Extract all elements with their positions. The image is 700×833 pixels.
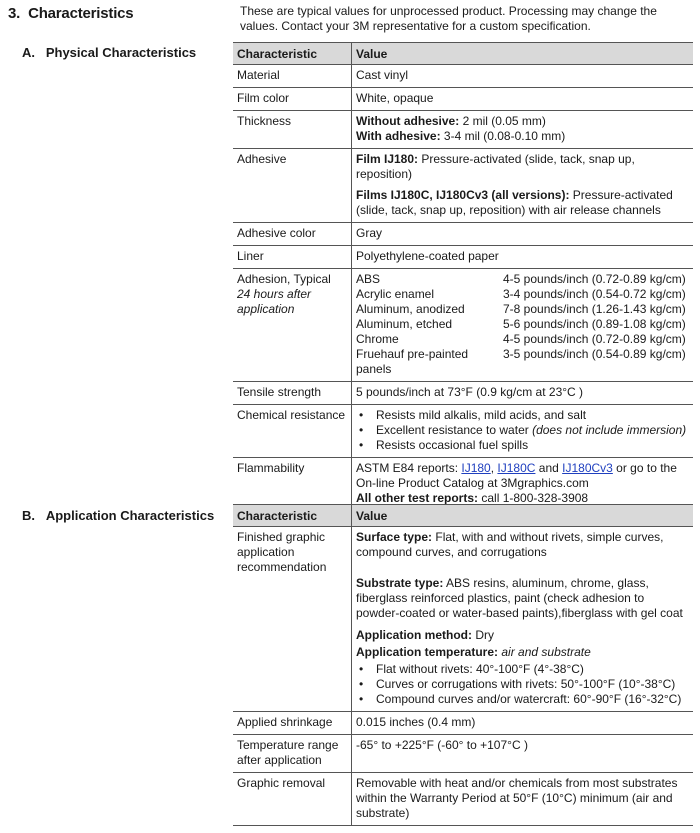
substrate-type-label: Substrate type: <box>356 576 444 590</box>
application-letter: B. <box>22 508 35 523</box>
table-row <box>233 111 693 149</box>
row-label: Liner <box>233 246 352 269</box>
row-value: Removable with heat and/or chemicals from most substrates within the Warranty Period at 50°F (10°C) minimum (air and substrate) <box>352 773 694 826</box>
list-item: • Curves or corrugations with rivets: 50°-100°F (10°-38°C) <box>356 677 689 692</box>
row-value: 5 pounds/inch at 73°F (0.9 kg/cm at 23°C ) <box>352 382 694 405</box>
application-method-text: Dry <box>472 628 494 642</box>
list-item: • Flat without rivets: 40°-100°F (4°-38°C) <box>356 662 689 677</box>
list-item: • Resists occasional fuel spills <box>356 438 689 453</box>
physical-title: Physical Characteristics <box>45 45 197 60</box>
row-value <box>352 269 694 382</box>
table-row <box>233 382 693 405</box>
header-value: Value <box>352 43 694 65</box>
row-value: Polyethylene-coated paper <box>352 246 694 269</box>
table-row <box>233 269 693 382</box>
application-temperature-note: air and substrate <box>498 645 591 659</box>
adhesion-material: Acrylic enamel <box>356 287 435 301</box>
adhesion-value: 4-5 pounds/inch (0.72-0.89 kg/cm) <box>503 332 686 346</box>
surface-type-text: Flat, with and without rivets, simple curves, compound curves, and corrugations <box>356 530 664 559</box>
table-row <box>233 246 693 269</box>
chemical-water-note: (does not include immersion) <box>532 423 687 437</box>
adhesion-value: 3-4 pounds/inch (0.54-0.72 kg/cm) <box>503 287 686 301</box>
adhesion-value: 7-8 pounds/inch (1.26-1.43 kg/cm) <box>503 302 686 316</box>
row-value: Gray <box>352 223 694 246</box>
row-value: Cast vinyl <box>352 65 694 88</box>
row-label: Adhesive color <box>233 223 352 246</box>
table-row <box>233 65 693 88</box>
section-title: Characteristics <box>28 5 134 22</box>
application-temperature-label: Application temperature: <box>356 645 499 659</box>
adhesive-films-text: Pressure-activated (slide, tack, snap up, reposition) with air release channels <box>356 188 673 217</box>
row-value <box>352 458 694 511</box>
adhesion-material: Fruehauf pre-painted panels <box>356 347 469 376</box>
list-item: • Resists mild alkalis, mild acids, and salt <box>356 408 689 423</box>
surface-type-label: Surface type: <box>356 530 433 544</box>
section-number: 3. <box>8 5 21 22</box>
application-table <box>233 504 693 826</box>
adhesion-material: Aluminum, etched <box>356 317 453 331</box>
adhesion-row <box>356 347 689 377</box>
table-row <box>233 88 693 111</box>
thickness-value-2: 3-4 mil (0.08-0.10 mm) <box>440 129 566 143</box>
section-heading <box>8 5 133 22</box>
application-method-label: Application method: <box>356 628 472 642</box>
adhesion-value: 3-5 pounds/inch (0.54-0.89 kg/cm) <box>503 347 686 361</box>
row-label: Tensile strength <box>233 382 352 405</box>
table-row <box>233 223 693 246</box>
list-item: • Compound curves and/or watercraft: 60°-90°F (16°-32°C) <box>356 692 689 707</box>
link-separator: , <box>490 461 498 475</box>
physical-table <box>233 42 693 511</box>
row-label: Adhesive <box>233 149 352 223</box>
physical-letter: A. <box>22 45 35 60</box>
adhesion-row <box>356 302 689 317</box>
thickness-label-1: Without adhesive: <box>356 114 460 128</box>
adhesion-value: 4-5 pounds/inch (0.72-0.89 kg/cm) <box>503 272 686 286</box>
ij180-link[interactable]: IJ180 <box>461 461 491 475</box>
table-header-row <box>233 505 693 527</box>
application-heading <box>22 508 214 523</box>
header-value: Value <box>352 505 694 527</box>
ij180c-link[interactable]: IJ180C <box>497 461 536 475</box>
intro-text: These are typical values for unprocessed product. Processing may change the values. Contact your 3M representative for a custom specification. <box>240 4 657 33</box>
table-row <box>233 405 693 458</box>
adhesion-material: ABS <box>356 272 381 286</box>
adhesion-row <box>356 287 689 302</box>
substrate-type-text: ABS resins, aluminum, chrome, glass, fiberglass reinforced plastics, paint (check adhesion to powder-coated or water-based paints),fiberglass with gel coat <box>356 576 683 620</box>
adhesion-material: Chrome <box>356 332 399 346</box>
adhesion-row <box>356 317 689 332</box>
row-value <box>352 149 694 223</box>
row-label <box>233 269 352 382</box>
physical-heading <box>22 45 196 60</box>
row-value: -65° to +225°F (-60° to +107°C ) <box>352 735 694 773</box>
row-label: Material <box>233 65 352 88</box>
row-label: Graphic removal <box>233 773 352 826</box>
table-row <box>233 458 693 511</box>
table-row <box>233 527 693 712</box>
row-value: 0.015 inches (0.4 mm) <box>352 712 694 735</box>
row-label: Film color <box>233 88 352 111</box>
row-label: Chemical resistance <box>233 405 352 458</box>
row-label: Thickness <box>233 111 352 149</box>
header-characteristic: Characteristic <box>233 505 352 527</box>
list-item <box>356 423 689 438</box>
chemical-list <box>356 408 689 453</box>
table-header-row <box>233 43 693 65</box>
adhesive-films-label: Films IJ180C, IJ180Cv3 (all versions): <box>356 188 570 202</box>
row-value: White, opaque <box>352 88 694 111</box>
link-separator: and <box>535 461 563 475</box>
row-value <box>352 527 694 712</box>
adhesion-material: Aluminum, anodized <box>356 302 465 316</box>
row-label: Applied shrinkage <box>233 712 352 735</box>
application-title: Application Characteristics <box>45 508 215 523</box>
other-reports-label: All other test reports: <box>356 491 479 505</box>
adhesion-label: Adhesion, Typical <box>237 272 331 286</box>
chemical-water-text: Excellent resistance to water <box>376 423 533 437</box>
adhesion-label-note: 24 hours after application <box>237 287 312 316</box>
ij180cv3-link[interactable]: IJ180Cv3 <box>562 461 613 475</box>
thickness-value-1: 2 mil (0.05 mm) <box>459 114 546 128</box>
table-row <box>233 149 693 223</box>
adhesive-film-label: Film IJ180: <box>356 152 419 166</box>
thickness-label-2: With adhesive: <box>356 129 441 143</box>
adhesion-value: 5-6 pounds/inch (0.89-1.08 kg/cm) <box>503 317 686 331</box>
table-row <box>233 773 693 826</box>
other-reports-text: call 1-800-328-3908 <box>478 491 589 505</box>
row-label: Finished graphic application recommendation <box>233 527 352 712</box>
temperature-list <box>356 662 689 707</box>
header-characteristic: Characteristic <box>233 43 352 65</box>
adhesion-row <box>356 272 689 287</box>
flammability-text: ASTM E84 reports: <box>356 461 462 475</box>
row-value <box>352 111 694 149</box>
adhesive-film-text: Pressure-activated (slide, tack, snap up, reposition) <box>356 152 635 181</box>
table-row <box>233 712 693 735</box>
adhesion-row <box>356 332 689 347</box>
catalog-text: or go to the On-line Product Catalog at 3Mgraphics.com <box>356 461 677 490</box>
row-label: Temperature range after application <box>233 735 352 773</box>
table-row <box>233 735 693 773</box>
row-label: Flammability <box>233 458 352 511</box>
row-value <box>352 405 694 458</box>
